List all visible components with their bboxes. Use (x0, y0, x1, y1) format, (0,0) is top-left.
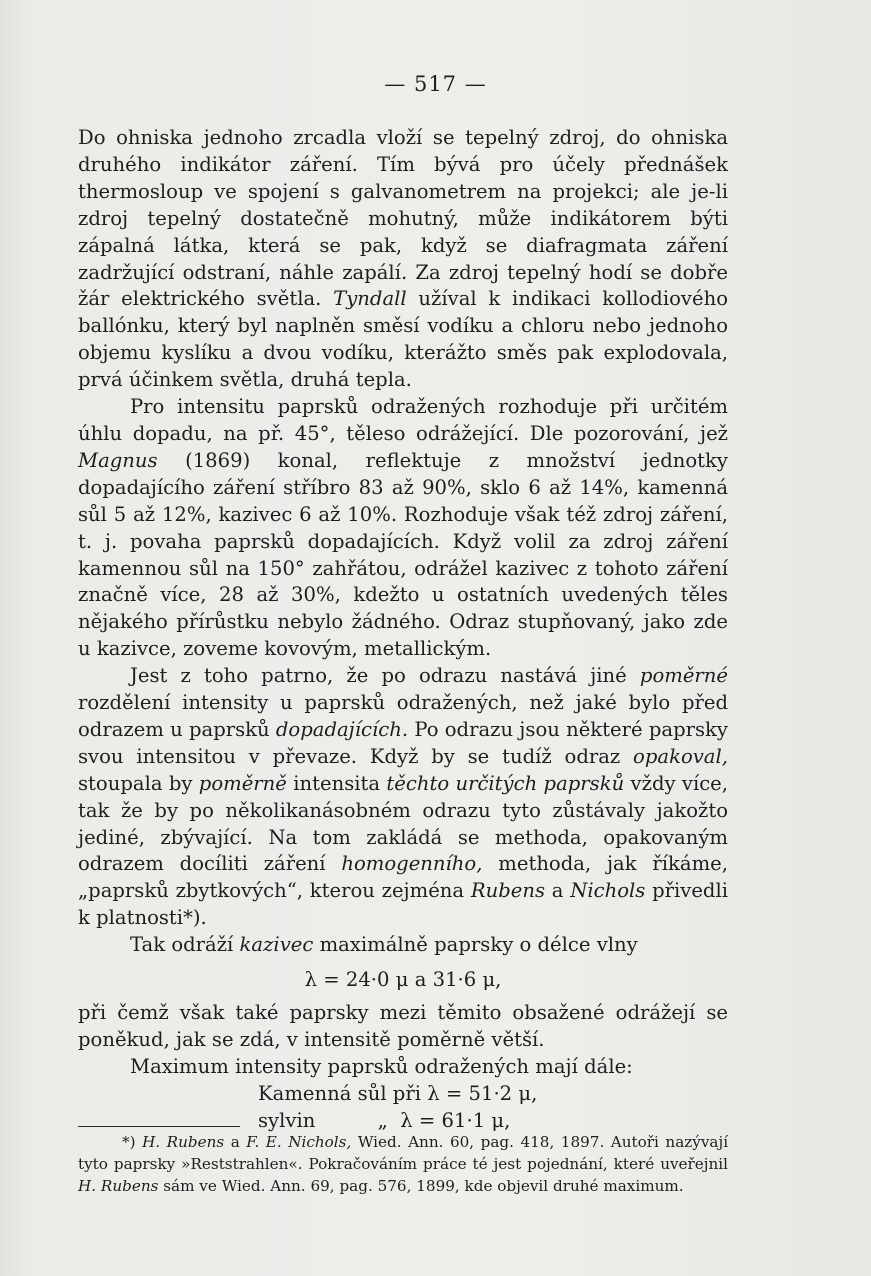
paragraph-5: při čemž však také paprsky mezi těmito obsažené odrážejí se poněkud, jak se zdá, v intensitě poměrně větší. (78, 1001, 728, 1051)
p2-name-magnus: Magnus (78, 448, 158, 472)
p3-text-b: rozdělení intensity u paprsků odražených, než jaké bylo před odrazem u paprsků (78, 691, 728, 741)
p3-text-c: Po odrazu jsou některé paprsky svou intensitou v převaze. Když by se tudíž odraz (78, 717, 728, 768)
p4-text-a: Tak odráží (130, 933, 234, 957)
p3-italic-5: těchto určitých paprsků (386, 771, 625, 795)
p4-italic-kazivec: kazivec (239, 933, 314, 957)
main-text (78, 125, 728, 1135)
page-number: — 517 — (384, 72, 487, 96)
p1-text-b: užíval k indikaci kollodiového ballónku, který byl naplněn směsí vodíku a chloru nebo jednoho objemu kyslíku a dvou vodíku, kterážto směs pak explodovala, prvá účinkem světla, druhá tepla. (78, 287, 728, 392)
p3-text-h: a (551, 879, 564, 903)
table-row: sylvin „ λ = 61·1 μ, (258, 1108, 511, 1132)
p3-italic-3: opakoval, (633, 744, 728, 768)
p3-text-f: vždy více, tak že by po několikanásobném odrazu tyto zůstávaly jakožto jediné, zbývající. Na tom zakládá se methoda, opakovaným odrazem docíliti záření (78, 771, 729, 876)
footnote (78, 1131, 728, 1197)
p4-text-b: maximálně paprsky o délce vlny (319, 933, 638, 957)
p3-italic-4: poměrně (198, 771, 287, 795)
p3-text-d: stoupala by (78, 771, 193, 795)
p3-text-i: přivedli k platnosti*). (78, 879, 729, 930)
paragraph-1 (78, 125, 728, 394)
equation-wavelength: λ = 24·0 μ a 31·6 μ, (304, 968, 502, 992)
p1-text-a: Do ohniska jednoho zrcadla vloží se tepelný zdroj, do ohniska druhého indikátor záření. Tím bývá pro účely přednášek thermosloup ve spojení s galvanometrem na projekci; ale je-li zdroj tepelný dostatečně mohutný, může indikátorem býti zápalná látka, která se pak, když se diafragmata záření zadržující odstraní, náhle zapálí. Za zdroj tepelný hodí se dobře žár elektrického světla. (78, 126, 728, 311)
p2-text-b: (1869) konal, reflektuje z množství jednotky dopadajícího záření stříbro 83 až 90%, sklo 6 až 14%, kamenná sůl 5 až 12%, kazivec 6 až 10%. Rozhoduje však též zdroj záření, t. j. povaha paprsků dopadajících. Když volil za zdroj záření kamennou sůl na 150° zahřátou, odrážel kazivec z tohoto záření značně více, 28 až 30%, kdežto u ostatních uvedených těles nějakého přírůstku nebylo žádného. Odraz stupňovaný, jako zde u kazivce, zoveme kovovým, metallickým. (78, 448, 728, 661)
p3-italic-1: poměrné (639, 664, 729, 688)
footnote-text (78, 1131, 728, 1197)
p3-name-rubens: Rubens (470, 879, 546, 903)
paragraph-6: Maximum intensity paprsků odražených mají dále: (130, 1054, 633, 1078)
footnote-italic-1: H. Rubens (142, 1133, 225, 1151)
p1-name-tyndall: Tyndall (333, 287, 407, 311)
footnote-mark: *) (122, 1133, 136, 1151)
p3-text-a: Jest z toho patrno, že po odrazu nastává jiné (130, 664, 627, 688)
footnote-italic-2: F. E. Nichols, (246, 1133, 352, 1151)
paragraph-3 (78, 663, 728, 932)
footnote-text-c: Wied. Ann. 60, pag. 418, 1897. Autoři nazývají tyto paprsky »Reststrahlen«. Pokračováním práce té jest pojednání, které uveřejnil (78, 1133, 729, 1173)
table-row: Kamenná sůl při λ = 51·2 μ, (258, 1081, 538, 1105)
footnote-divider (78, 1126, 240, 1127)
footnote-italic-3: H. Rubens (78, 1177, 159, 1195)
p3-text-e: intensita (293, 771, 381, 795)
paragraph-4 (78, 932, 728, 959)
p3-italic-6: homogenního, (341, 852, 483, 876)
footnote-text-b: a (230, 1133, 240, 1151)
p2-text-a: Pro intensitu paprsků odražených rozhoduje při určitém úhlu dopadu, na př. 45°, těleso odrážející. Dle pozorování, jež (78, 395, 728, 445)
paragraph-2 (78, 394, 728, 663)
footnote-text-d: sám ve Wied. Ann. 69, pag. 576, 1899, kde objevil druhé maximum. (163, 1177, 684, 1195)
p3-italic-2: dopadajících. (275, 717, 409, 741)
p3-name-nichols: Nichols (570, 879, 646, 903)
p3-text-g: methoda, jak říkáme, „paprsků zbytkových“, kterou zejména (78, 852, 728, 903)
